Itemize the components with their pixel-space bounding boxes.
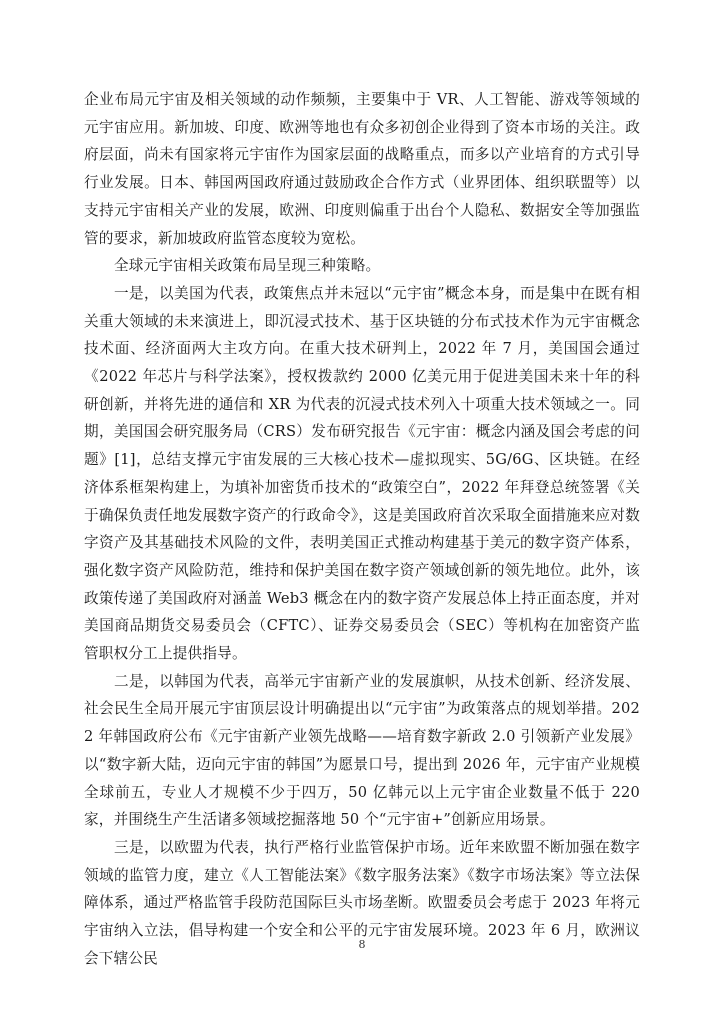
document-page [84,86,640,986]
paragraph-three-strategies-intro: 全球元宇宙相关政策布局呈现三种策略。 [114,257,381,275]
paragraph-strategy-korea: 二是，以韩国为代表，高举元宇宙新产业的发展旗帜，从技术创新、经济发展、社会民生全局开展元宇宙顶层设计明确提出以“元宇宙”为政策落点的规划举措。2022 年韩国政府公布《元宇宙新产业领先战略——培育数字新政 2.0 引领新产业发展》以“数字新大陆，迈向元宇宙的韩国”为愿景口号，提出到 2026 年，元宇宙产业规模全球前五，专业人才规模不少于四万，50 亿韩元以上元宇宙企业数量不低于 220 家，并围绕生产生活诸多领域挖掘落地 50 个“元宇宙+”创新应用场景。 [84,672,640,829]
page-number: 8 [358,938,366,951]
paragraph-strategy-eu: 三是，以欧盟为代表，执行严格行业监管保护市场。近年来欧盟不断加强在数字领域的监管力度，建立《人工智能法案》《数字服务法案》《数字市场法案》等立法保障体系，通过严格监管手段防范国际巨头市场垄断。欧盟委员会考虑于 2023 年将元宇宙纳入立法，倡导构建一个安全和公平的元宇宙发展环境。2023 年 6 月，欧洲议会下辖公民 [84,838,640,967]
paragraph-enterprise-layout: 企业布局元宇宙及相关领域的动作频频，主要集中于 VR、人工智能、游戏等领域的元宇宙应用。新加坡、印度、欧洲等地也有众多初创企业得到了资本市场的关注。政府层面，尚未有国家将元宇宙作为国家层面的战略重点，而多以产业培育的方式引导行业发展。日本、韩国两国政府通过鼓励政企合作方式（业界团体、组织联盟等）以支持元宇宙相关产业的发展，欧洲、印度则偏重于出台个人隐私、数据安全等加强监管的要求，新加坡政府监管态度较为宽松。 [84,91,640,247]
paragraph-strategy-usa: 一是，以美国为代表，政策焦点并未冠以“元宇宙”概念本身，而是集中在既有相关重大领域的未来演进上，即沉浸式技术、基于区块链的分布式技术作为元宇宙概念技术面、经济面两大主攻方向。在重大技术研判上，2022 年 7 月，美国国会通过《2022 年芯片与科学法案》，授权拨款约 2000 亿美元用于促进美国未来十年的科研创新，并将先进的通信和 XR 为代表的沉浸式技术列入十项重大技术领域之一。同期，美国国会研究服务局（CRS）发布研究报告《元宇宙：概念内涵及国会考虑的问题》[1]，总结支撑元宇宙发展的三大核心技术—虚拟现实、5G/6G、区块链。在经济体系框架构建上，为填补加密货币技术的“政策空白”，2022 年拜登总统签署《关于确保负责任地发展数字资产的行政命令》，这是美国政府首次采取全面措施来应对数字资产及其基础技术风险的文件，表明美国正式推动构建基于美元的数字资产体系，强化数字资产风险防范，维持和保护美国在数字资产领域创新的领先地位。此外，该政策传递了美国政府对涵盖 Web3 概念在内的数字资产发展总体上持正面态度，并对美国商品期货交易委员会（CFTC）、证券交易委员会（SEC）等机构在加密资产监管职权分工上提供指导。 [84,284,640,663]
